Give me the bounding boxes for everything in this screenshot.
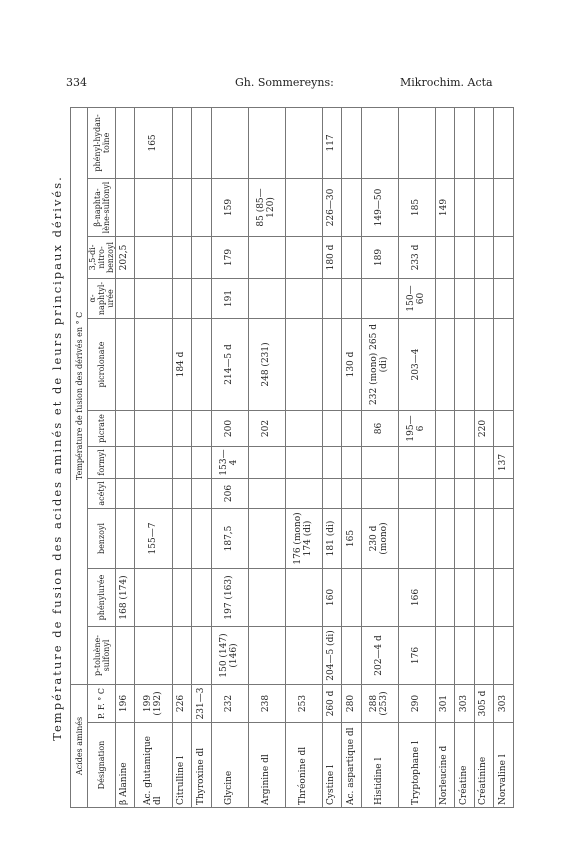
table-cell: 232 (mono) 265 d (di) <box>361 318 398 410</box>
table-cell <box>116 107 135 178</box>
table-cell: 195—6 <box>398 410 435 446</box>
table-cell <box>342 107 361 178</box>
table-cell <box>135 626 172 684</box>
table-cell <box>172 568 191 626</box>
table-cell <box>211 107 248 178</box>
table-cell: 220 <box>474 410 493 446</box>
table-cell <box>248 107 285 178</box>
header-group-acides: Acides aminés <box>71 684 88 807</box>
column-header: picrolonate <box>88 318 116 410</box>
column-header: phénylurée <box>88 568 116 626</box>
table-cell <box>285 318 322 410</box>
table-cell <box>474 278 493 318</box>
table-title: Température de fusion des acides aminés et de leurs principaux dérivés. <box>50 175 64 741</box>
table-cell <box>474 318 493 410</box>
table-cell <box>455 107 474 178</box>
table-cell <box>192 278 211 318</box>
column-header: Désignation <box>88 723 116 808</box>
table-cell: 155—7 <box>135 508 172 568</box>
table-cell <box>361 107 398 178</box>
table-cell <box>455 410 474 446</box>
page-number: 334 <box>66 76 87 89</box>
table-cell: 232 <box>211 684 248 722</box>
table-cell: 301 <box>436 684 455 722</box>
table-cell <box>172 236 191 278</box>
table-cell: 85 (85—120) <box>248 178 285 236</box>
table-cell: 203—4 <box>398 318 435 410</box>
table-cell <box>474 446 493 478</box>
table-cell <box>135 446 172 478</box>
table-cell <box>342 236 361 278</box>
running-author: Gh. Sommereyns: <box>235 76 334 89</box>
table-cell <box>135 478 172 508</box>
table-cell <box>436 278 455 318</box>
table-cell: 233 d <box>398 236 435 278</box>
table-cell <box>285 568 322 626</box>
table-cell: 150—60 <box>398 278 435 318</box>
table-cell <box>494 626 514 684</box>
table-cell: 166 <box>398 568 435 626</box>
table-cell <box>361 478 398 508</box>
table-cell <box>322 446 341 478</box>
table-row <box>361 107 398 807</box>
table-cell <box>116 318 135 410</box>
table-cell <box>135 278 172 318</box>
table-cell <box>192 107 211 178</box>
table-cell: 253 <box>285 684 322 722</box>
amino-acid-name: Histidine l <box>361 723 398 808</box>
table-cell <box>494 318 514 410</box>
table-cell <box>455 446 474 478</box>
table-cell <box>192 626 211 684</box>
table-row <box>474 107 493 807</box>
column-header: acétyl <box>88 478 116 508</box>
table-cell <box>436 508 455 568</box>
table-cell: 185 <box>398 178 435 236</box>
table-cell <box>474 626 493 684</box>
table-cell: 248 (231) <box>248 318 285 410</box>
column-header: formyl <box>88 446 116 478</box>
table-row <box>322 107 341 807</box>
table-cell <box>248 626 285 684</box>
table-row <box>494 107 514 807</box>
table-row <box>116 107 135 807</box>
table-cell <box>436 568 455 626</box>
table-cell <box>172 478 191 508</box>
table-cell <box>192 318 211 410</box>
table-cell <box>135 178 172 236</box>
table-cell <box>322 278 341 318</box>
table-cell: 137 <box>494 446 514 478</box>
table-cell: 303 <box>455 684 474 722</box>
table-cell: 159 <box>211 178 248 236</box>
table-cell <box>285 446 322 478</box>
table-cell: 149 <box>436 178 455 236</box>
table-cell <box>436 478 455 508</box>
table-cell <box>116 626 135 684</box>
amino-acid-name: Ac. glutamique dl <box>135 723 172 808</box>
table-cell <box>116 178 135 236</box>
table-cell: 189 <box>361 236 398 278</box>
table-cell <box>398 478 435 508</box>
table-cell: 187,5 <box>211 508 248 568</box>
table-cell <box>192 446 211 478</box>
table-cell: 226—30 <box>322 178 341 236</box>
table-cell <box>116 508 135 568</box>
table-cell: 117 <box>322 107 341 178</box>
table-cell: 202,5 <box>116 236 135 278</box>
table-cell: 150 (147) (146) <box>211 626 248 684</box>
amino-acid-name: Thyroxine dl <box>192 723 211 808</box>
table-cell: 149—50 <box>361 178 398 236</box>
table-cell: 153—4 <box>211 446 248 478</box>
table-cell <box>248 278 285 318</box>
amino-acid-name: Norvaline l <box>494 723 514 808</box>
table-cell <box>248 478 285 508</box>
table-cell <box>342 568 361 626</box>
table-cell: 168 (174) <box>116 568 135 626</box>
amino-acid-name: Arginine dl <box>248 723 285 808</box>
table-cell: 288 (253) <box>361 684 398 722</box>
table-cell <box>455 318 474 410</box>
table-cell <box>494 568 514 626</box>
table-cell <box>436 318 455 410</box>
table-cell <box>172 178 191 236</box>
table-cell <box>474 107 493 178</box>
amino-acid-name: Créatinine <box>474 723 493 808</box>
table-cell <box>322 478 341 508</box>
amino-acid-name: Glycine <box>211 723 248 808</box>
amino-acid-name: Créatine <box>455 723 474 808</box>
column-header: p-toluène-sulfonyl <box>88 626 116 684</box>
table-cell <box>172 410 191 446</box>
amino-acid-name: Norleucine d <box>436 723 455 808</box>
table-cell <box>398 107 435 178</box>
table-cell <box>135 410 172 446</box>
table-cell <box>135 236 172 278</box>
table-cell: 191 <box>211 278 248 318</box>
table-cell <box>494 278 514 318</box>
table-cell <box>116 446 135 478</box>
table-cell: 202 <box>248 410 285 446</box>
table-cell <box>192 410 211 446</box>
table-cell <box>361 568 398 626</box>
amino-acid-name: β Alanine <box>116 723 135 808</box>
table-cell <box>285 410 322 446</box>
table-cell <box>474 178 493 236</box>
rotated-table-block <box>48 108 518 808</box>
table-cell <box>494 107 514 178</box>
table-cell <box>285 107 322 178</box>
table-cell <box>342 178 361 236</box>
amino-acid-name: Ac. aspartique dl <box>342 723 361 808</box>
table-cell <box>192 236 211 278</box>
table-cell <box>116 478 135 508</box>
table-cell: 214—5 d <box>211 318 248 410</box>
table-cell <box>116 278 135 318</box>
table-cell <box>135 318 172 410</box>
table-cell: 180 d <box>322 236 341 278</box>
table-cell <box>342 278 361 318</box>
amino-acid-name: Citrulline l <box>172 723 191 808</box>
table-cell: 199 (192) <box>135 684 172 722</box>
table-cell: 206 <box>211 478 248 508</box>
table-cell <box>494 236 514 278</box>
table-cell <box>494 478 514 508</box>
table-cell <box>455 626 474 684</box>
table-row <box>135 107 172 807</box>
table-cell: 290 <box>398 684 435 722</box>
table-cell <box>342 410 361 446</box>
header-group-temperature: Température de fusion des dérivés en ° C <box>71 107 88 684</box>
journal-name: Mikrochim. Acta <box>400 76 493 89</box>
table-cell <box>285 626 322 684</box>
table-row <box>192 107 211 807</box>
table-cell <box>285 178 322 236</box>
column-header: 3,5-di-nitro-benzoyl <box>88 236 116 278</box>
column-header: α-naphtyl-urée <box>88 278 116 318</box>
table-cell <box>436 236 455 278</box>
table-cell: 280 <box>342 684 361 722</box>
column-header: phényl-hydan-toïne <box>88 107 116 178</box>
table-cell <box>192 178 211 236</box>
table-cell: 231—3 <box>192 684 211 722</box>
table-row <box>211 107 248 807</box>
table-row <box>342 107 361 807</box>
table-cell: 200 <box>211 410 248 446</box>
table-cell <box>342 478 361 508</box>
table-cell <box>248 236 285 278</box>
table-cell <box>474 478 493 508</box>
table-cell <box>436 410 455 446</box>
table-cell <box>455 278 474 318</box>
table-cell <box>322 318 341 410</box>
table-cell: 204—5 (di) <box>322 626 341 684</box>
table-cell <box>172 508 191 568</box>
table-cell <box>192 568 211 626</box>
table-cell <box>455 478 474 508</box>
table-cell <box>361 278 398 318</box>
table-cell <box>342 446 361 478</box>
table-cell <box>455 178 474 236</box>
table-cell: 197 (163) <box>211 568 248 626</box>
table-cell <box>494 410 514 446</box>
table-cell <box>494 508 514 568</box>
table-cell <box>474 236 493 278</box>
table-cell <box>116 410 135 446</box>
table-cell <box>494 178 514 236</box>
table-cell: 305 d <box>474 684 493 722</box>
table-cell: 176 <box>398 626 435 684</box>
table-cell: 303 <box>494 684 514 722</box>
table-cell <box>172 446 191 478</box>
column-header: P. F. ° C <box>88 684 116 722</box>
table-cell <box>248 446 285 478</box>
amino-acid-name: Cystine l <box>322 723 341 808</box>
table-cell <box>322 410 341 446</box>
table-cell: 176 (mono) 174 (di) <box>285 508 322 568</box>
table-cell <box>455 568 474 626</box>
table-cell <box>285 278 322 318</box>
table-cell <box>342 626 361 684</box>
column-header: benzoyl <box>88 508 116 568</box>
column-header: β-naphta-lène-sulfonyl <box>88 178 116 236</box>
table-cell: 130 d <box>342 318 361 410</box>
table-cell: 165 <box>342 508 361 568</box>
melting-point-table <box>70 107 514 808</box>
table-cell <box>361 446 398 478</box>
amino-acid-name: Thréonine dl <box>285 723 322 808</box>
table-cell: 260 d <box>322 684 341 722</box>
table-cell <box>248 508 285 568</box>
table-cell <box>398 446 435 478</box>
table-cell <box>172 107 191 178</box>
table-cell <box>436 107 455 178</box>
table-cell <box>455 508 474 568</box>
table-row <box>398 107 435 807</box>
table-cell <box>436 446 455 478</box>
table-cell <box>436 626 455 684</box>
column-header: picrate <box>88 410 116 446</box>
table-cell: 238 <box>248 684 285 722</box>
table-cell: 165 <box>135 107 172 178</box>
table-cell: 160 <box>322 568 341 626</box>
table-cell: 179 <box>211 236 248 278</box>
table-cell <box>172 626 191 684</box>
table-cell <box>248 568 285 626</box>
table-body <box>116 107 514 807</box>
table-row <box>436 107 455 807</box>
table-cell: 202—4 d <box>361 626 398 684</box>
table-row <box>455 107 474 807</box>
table-cell <box>192 508 211 568</box>
table-cell: 196 <box>116 684 135 722</box>
column-header-row <box>88 107 116 807</box>
table-cell: 230 d (mono) <box>361 508 398 568</box>
table-cell <box>398 508 435 568</box>
table-row <box>285 107 322 807</box>
table-cell: 226 <box>172 684 191 722</box>
table-cell <box>172 278 191 318</box>
table-cell <box>192 478 211 508</box>
table-cell <box>455 236 474 278</box>
table-row <box>172 107 191 807</box>
table-cell <box>285 478 322 508</box>
amino-acid-name: Tryptophane l <box>398 723 435 808</box>
table-cell: 86 <box>361 410 398 446</box>
table-cell <box>285 236 322 278</box>
table-row <box>248 107 285 807</box>
table-cell: 184 d <box>172 318 191 410</box>
table-cell <box>135 568 172 626</box>
table-cell <box>474 568 493 626</box>
table-cell <box>474 508 493 568</box>
table-cell: 181 (di) <box>322 508 341 568</box>
